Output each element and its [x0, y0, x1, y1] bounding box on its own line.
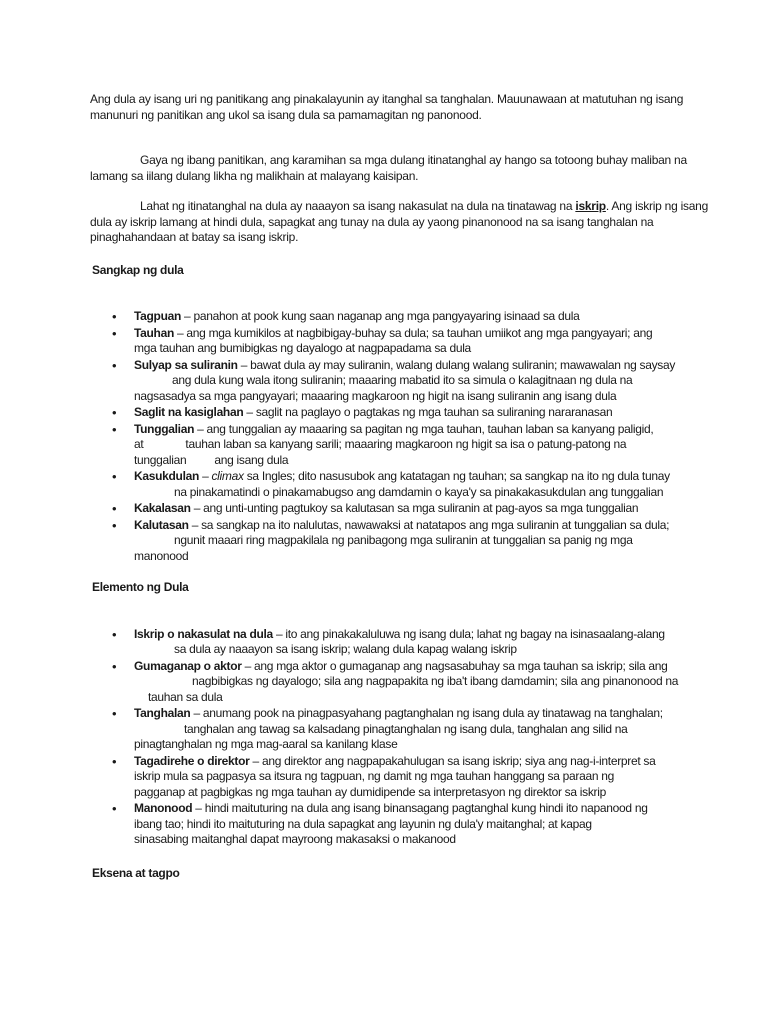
bullet-icon: • [112, 309, 117, 324]
bullet-icon: • [112, 357, 117, 373]
item-text: – ang direktor ang nagpapakahulugan sa isang iskrip; siya ang nag-i-interpret sa [249, 753, 656, 768]
item-term: Kalutasan [134, 517, 189, 532]
item-term: Manonood [134, 801, 193, 815]
intro-paragraph-2: Gaya ng ibang panitikan, ang karamihan sa mga dulang itinatanghal ay hango sa totoong buhay maliban na lamang sa iilang dulang likha ng malikhain at malayang kaisipan. [90, 153, 687, 183]
item-text: tauhan sa dula [148, 689, 223, 704]
item-text: nagbibigkas ng dayalogo; sila ang nagpapakita ng iba't ibang damdamin; sila ang pinanonood na [192, 674, 679, 688]
intro-paragraph-1: Ang dula ay isang uri ng panitikang ang pinakalayunin ay itanghal sa tanghalan. Mauunawaan at matutuhan ng isang manunuri ng panitikan ang ukol sa isang dula sa pamamagitan ng panonood. [90, 92, 684, 122]
item-text: pagganap at pagbigkas ng mga tauhan ay dumidipende sa interpretasyon ng direktor sa iskrip [134, 784, 606, 799]
item-term: Kakalasan [134, 501, 191, 515]
item-text: nagsasadya sa mga pangyayari; maaaring magkaroon ng higit na isang suliranin ang isang dula [134, 388, 617, 403]
item-term: Tauhan [134, 325, 174, 340]
item-text: sa dula ay naaayon sa isang iskrip; walang dula kapag walang iskrip [174, 642, 517, 656]
list-item [90, 706, 710, 753]
bullet-icon: • [112, 753, 117, 769]
bullet-icon: • [112, 658, 117, 674]
list-item [90, 754, 710, 801]
bullet-icon: • [112, 469, 117, 484]
item-text: pinagtanghalan ng mga mag-aaral sa kanilang klase [134, 737, 398, 751]
item-text: – ang unti-unting pagtukoy sa kalutasan sa mga suliranin at pag-ayos sa mga tunggalian [190, 501, 639, 515]
bullet-icon: • [112, 325, 117, 341]
sangkap-heading: Sangkap ng dula [92, 262, 184, 277]
item-text: ngunit maaari ring magpakilala ng panibagong mga suliranin at tunggalian sa panig ng mga [174, 533, 633, 547]
eksena-heading: Eksena at tagpo [92, 865, 180, 880]
document-page [90, 92, 710, 881]
item-text: – bawat dula ay may suliranin, walang dulang walang suliranin; mawawalan ng saysay [237, 357, 676, 372]
list-item [90, 405, 710, 421]
sangkap-list [90, 309, 710, 564]
bullet-icon: • [112, 421, 117, 437]
item-text: – hindi maituturing na dula ang isang binansagang pagtanghal kung hindi ito napanood ng [192, 801, 648, 815]
list-item [90, 501, 710, 517]
item-text: na pinakamatindi o pinakamabugso ang damdamin o kaya'y sa pinakakasukdulan ang tunggalian [174, 484, 664, 499]
bullet-icon: • [112, 405, 117, 420]
list-item [90, 659, 710, 706]
item-text: – anumang pook na pinagpasyahang pagtanghalan ng isang dula ay tinatawag na tanghalan; [190, 706, 663, 720]
item-text: – saglit na paglayo o pagtakas ng mga tauhan sa suliraning nararanasan [243, 405, 613, 419]
list-item [90, 518, 710, 565]
item-text: – ang tunggalian ay maaaring sa pagitan ng mga tauhan, tauhan laban sa kanyang paligid, [194, 421, 654, 436]
intro-paragraph-3 [90, 199, 710, 246]
list-item [90, 309, 710, 325]
list-item [90, 326, 710, 357]
item-term: Gumaganap o aktor [134, 658, 242, 673]
item-text: ibang tao; hindi ito maituturing na dula sapagkat ang layunin ng dula'y maitanghal; at kapag [134, 816, 592, 831]
item-term: Tunggalian [134, 421, 195, 436]
item-term: Tagadirehe o direktor [134, 753, 250, 768]
bullet-icon: • [112, 626, 117, 642]
item-text: – ang mga kumikilos at nagbibigay-buhay sa dula; sa tauhan umiikot ang mga pangyayari; ang [173, 325, 653, 340]
item-text: sinasabing maitanghal dapat mayroong makasaksi o makanood [134, 832, 456, 846]
item-term: Iskrip o nakasulat na dula [134, 626, 273, 641]
elemento-heading: Elemento ng Dula [92, 580, 189, 594]
list-item [90, 358, 710, 405]
list-item [90, 469, 710, 500]
item-text: ang dula kung wala itong suliranin; maaaring mabatid ito sa simula o kalagitnaan ng dula na [172, 373, 633, 387]
intro-p3-text-end: . Ang iskrip ng isang dula ay iskrip lamang at hindi dula, sapagkat ang tunay na dula ay yaong pinanonood na sa isang tanghalan na pinaghahandaan at batay sa isang iskrip. [90, 199, 709, 244]
item-term: Tagpuan [134, 309, 182, 323]
bullet-icon: • [112, 501, 117, 516]
item-text: tanghalan ang tawag sa kalsadang pinagtanghalan ng isang dula, tanghalan ang silid na [184, 721, 628, 736]
item-text: – ang mga aktor o gumaganap ang nagsasabuhay sa mga tauhan sa iskrip; sila ang [241, 658, 668, 673]
list-item [90, 801, 710, 848]
item-term: Sulyap sa suliranin [134, 357, 238, 372]
list-item [90, 627, 710, 658]
item-text: – panahon at pook kung saan naganap ang mga pangyayaring isinaad sa dula [181, 309, 580, 323]
iskrip-keyword: iskrip [575, 199, 606, 213]
intro-p3-text: Lahat ng itinatanghal na dula ay naaayon sa isang nakasulat na dula na tinatawag na [140, 199, 576, 213]
item-text: manonood [134, 548, 189, 563]
item-text: – [199, 469, 212, 483]
item-text: mga tauhan ang bumibigkas ng dayalogo at nagpapadama sa dula [134, 341, 471, 355]
item-term: Tanghalan [134, 706, 191, 720]
item-text: tauhan laban sa kanyang sarili; maaaring magkaroon ng higit sa isa o patung-patong na [185, 437, 627, 451]
item-text: sa Ingles; dito nasusubok ang katatagan ng tauhan; sa sangkap na ito ng dula tunay [243, 469, 670, 483]
item-term: Kasukdulan [134, 469, 200, 483]
climax-word: climax [211, 469, 244, 483]
item-term: Saglit na kasiglahan [134, 405, 244, 419]
item-text: at [134, 437, 144, 451]
elemento-list [90, 627, 710, 848]
list-item [90, 422, 710, 469]
bullet-icon: • [112, 801, 117, 816]
item-text: iskrip mula sa pagpasya sa itsura ng tagpuan, ng damit ng mga tauhan hanggang sa paraan ng [134, 769, 615, 783]
bullet-icon: • [112, 706, 117, 721]
bullet-icon: • [112, 517, 117, 533]
item-text: tunggalian [134, 452, 187, 467]
item-text: – ito ang pinakakaluluwa ng isang dula; lahat ng bagay na isinasaalang-alang [272, 626, 665, 641]
item-text: – sa sangkap na ito nalulutas, nawawaksi at natatapos ang mga suliranin at tunggalian sa dula; [188, 517, 670, 532]
item-text: ang isang dula [214, 452, 289, 467]
